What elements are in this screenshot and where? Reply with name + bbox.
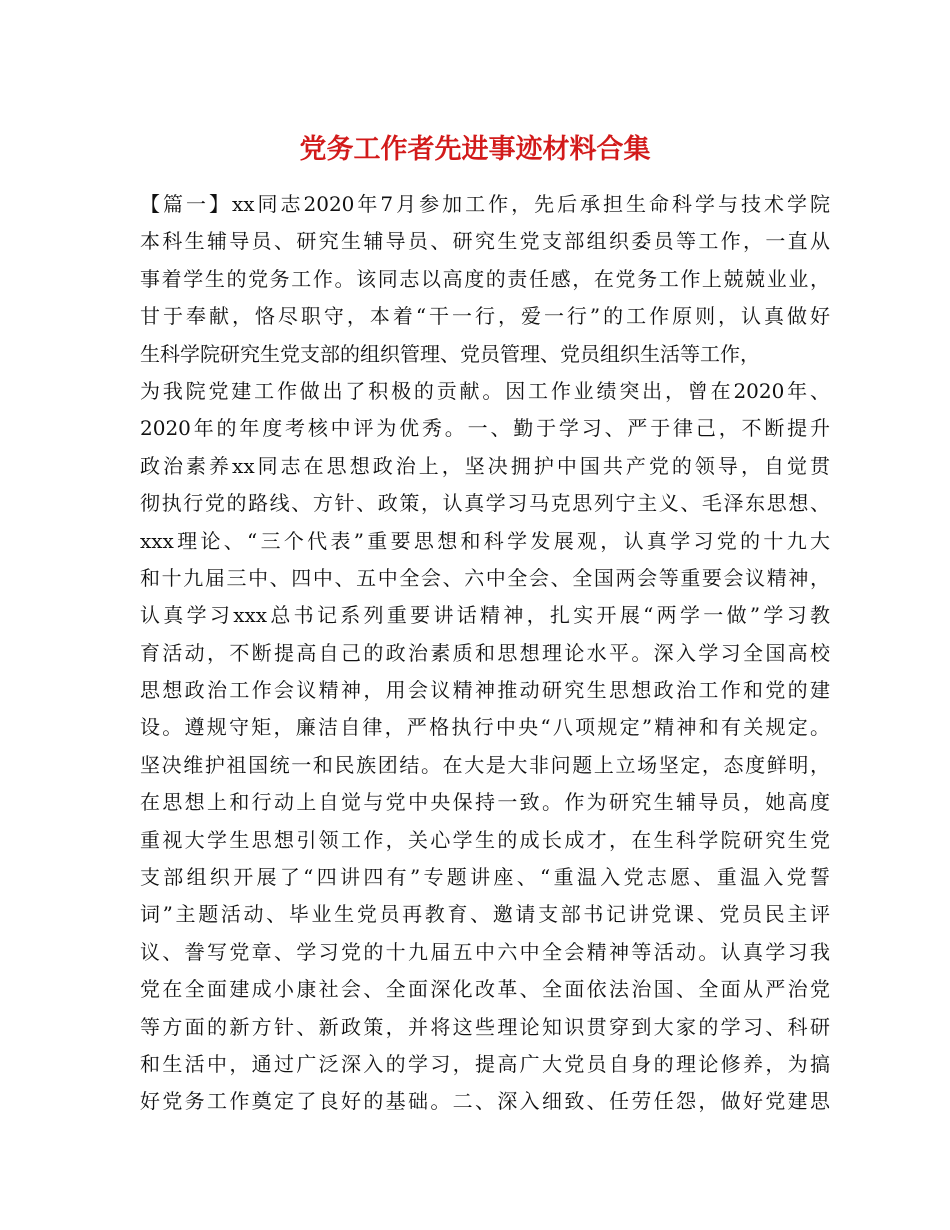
body-line: 事着学生的党务工作。该同志以高度的责任感，在党务工作上兢兢业业，: [140, 266, 830, 291]
body-line: 甘于奉献，恪尽职守，本着“干一行，爱一行”的工作原则，认真做好: [140, 304, 830, 329]
body-line: 等方面的新方针、新政策，并将这些理论知识贯穿到大家的学习、科研: [140, 1014, 830, 1039]
body-line: 好党务工作奠定了良好的基础。二、深入细致、任劳任怨，做好党建思: [140, 1089, 830, 1114]
body-line: 2020年的年度考核中评为优秀。一、勤于学习、严于律己，不断提升: [140, 416, 830, 441]
body-line: 坚决维护祖国统一和民族团结。在大是大非问题上立场坚定，态度鲜明，: [140, 752, 830, 777]
body-line: 设。遵规守矩，廉洁自律，严格执行中央“八项规定”精神和有关规定。: [140, 715, 830, 740]
body-line: 【篇一】xx同志2020年7月参加工作，先后承担生命科学与技术学院: [140, 192, 830, 216]
body-line: 为我院党建工作做出了积极的贡献。因工作业绩突出，曾在2020年、: [140, 378, 830, 403]
body-line: 本科生辅导员、研究生辅导员、研究生党支部组织委员等工作，一直从: [140, 229, 830, 254]
body-line: xxx理论、“三个代表”重要思想和科学发展观，认真学习党的十九大: [140, 528, 830, 553]
body-line: 议、誊写党章、学习党的十九届五中六中全会精神等活动。认真学习我: [140, 939, 830, 964]
document-title: 党务工作者先进事迹材料合集: [299, 134, 651, 165]
body-line: 和生活中，通过广泛深入的学习，提高广大党员自身的理论修养，为搞: [140, 1051, 830, 1076]
body-line: 重视大学生思想引领工作，关心学生的成长成才，在生科学院研究生党: [140, 827, 830, 852]
body-line: 在思想上和行动上自觉与党中央保持一致。作为研究生辅导员，她高度: [140, 790, 830, 815]
body-line: 党在全面建成小康社会、全面深化改革、全面依法治国、全面从严治党: [140, 977, 830, 1002]
body-line: 支部组织开展了“四讲四有”专题讲座、“重温入党志愿、重温入党誓: [140, 865, 830, 890]
body-line: 和十九届三中、四中、五中全会、六中全会、全国两会等重要会议精神，: [140, 565, 830, 590]
body-line: 育活动，不断提高自己的政治素质和思想理论水平。深入学习全国高校: [140, 640, 830, 665]
body-line: 彻执行党的路线、方针、政策，认真学习马克思列宁主义、毛泽东思想、: [140, 491, 830, 516]
body-line: 思想政治工作会议精神，用会议精神推动研究生思想政治工作和党的建: [140, 678, 830, 703]
document-body: [140, 186, 830, 1121]
body-line: 认真学习xxx总书记系列重要讲话精神，扎实开展“两学一做”学习教: [140, 603, 830, 628]
body-line: 生科学院研究生党支部的组织管理、党员管理、党员组织生活等工作，: [140, 341, 760, 366]
body-line: 词”主题活动、毕业生党员再教育、邀请支部书记讲党课、党员民主评: [140, 902, 830, 927]
body-line: 政治素养xx同志在思想政治上，坚决拥护中国共产党的领导，自觉贯: [140, 453, 830, 478]
